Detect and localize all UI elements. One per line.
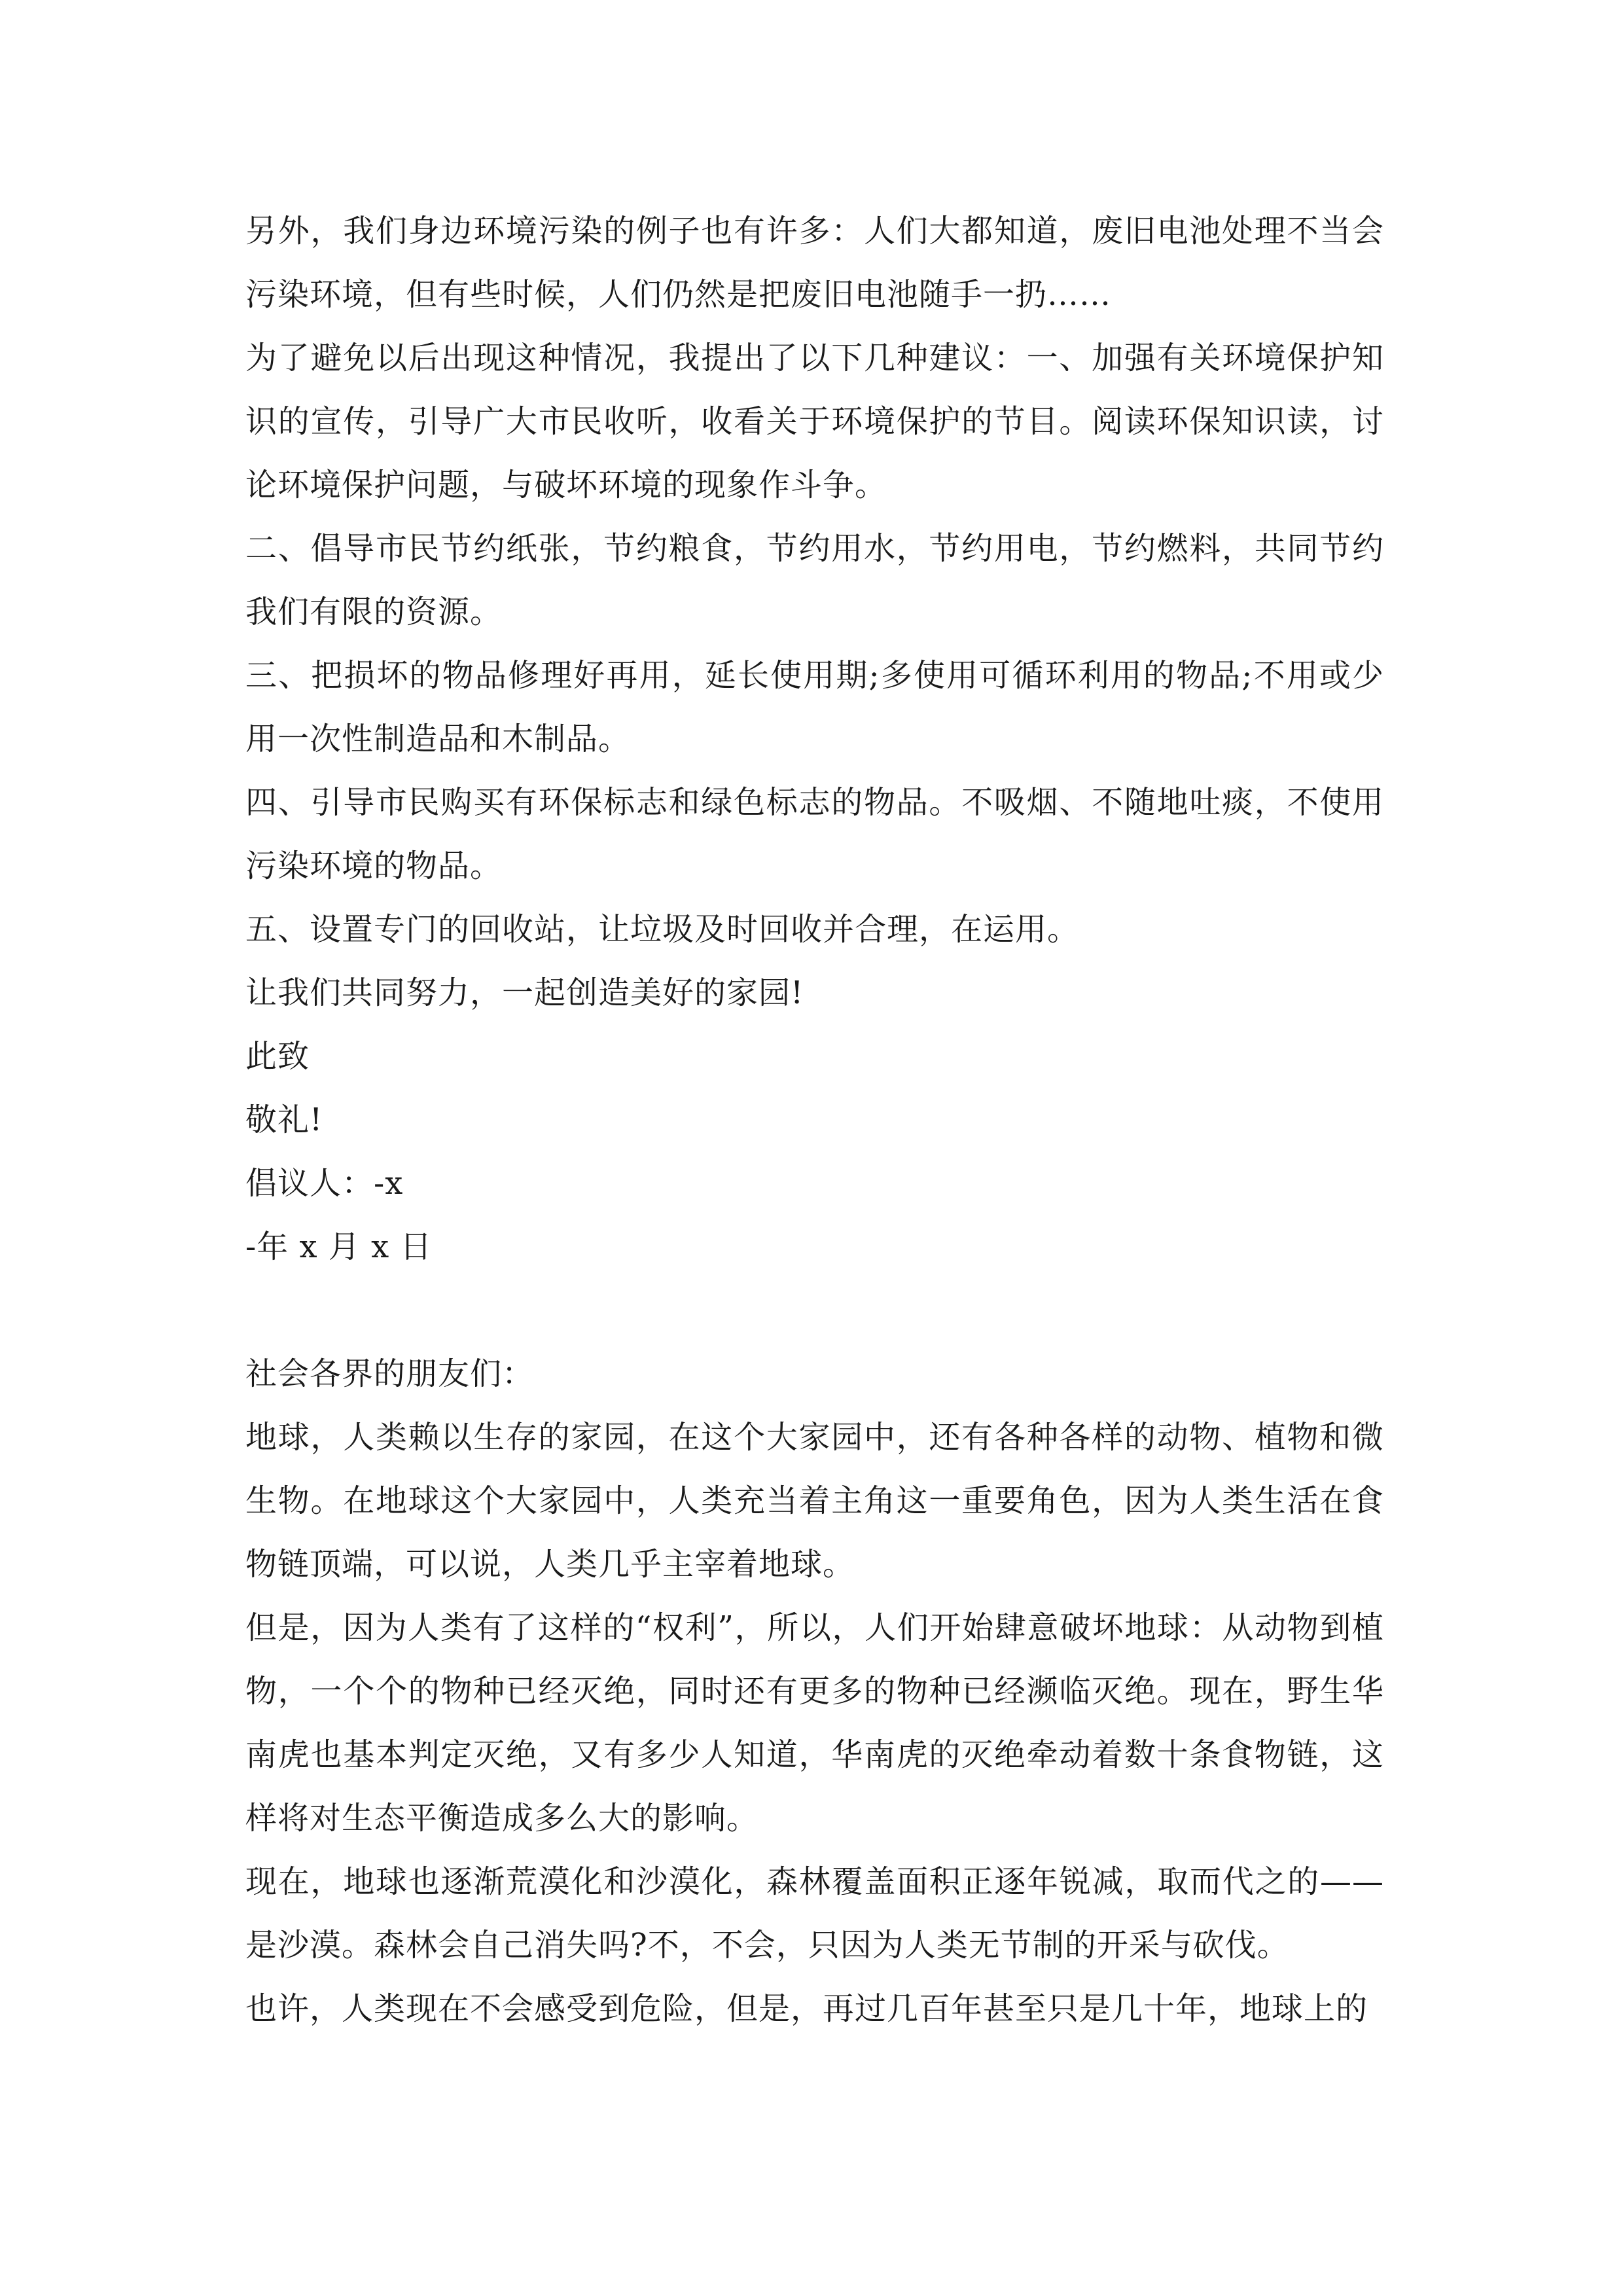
paragraph-earth-home: 地球，人类赖以生存的家园，在这个大家园中，还有各种各样的动物、植物和微生物。在地球这个大家园中，人类充当着主角这一重要角色，因为人类生活在食物链顶端，可以说，人类几乎主宰着地球。 xyxy=(245,1419,1384,1583)
paragraph-call-to-action: 让我们共同努力，一起创造美好的家园! xyxy=(245,975,804,1011)
paragraph-suggestion-2: 二、倡导市民节约纸张，节约粮食，节约用水，节约用电，节约燃料，共同节约我们有限的资源。 xyxy=(245,530,1384,630)
paragraph-suggestions-intro: 为了避免以后出现这种情况，我提出了以下几种建议：一、加强有关环境保护知识的宣传，引导广大市民收听，收看关于环境保护的节目。阅读环保知识读，讨论环境保护问题，与破坏环境的现象作斗争。 xyxy=(245,340,1384,503)
signer-line: 倡议人：-x xyxy=(245,1165,404,1202)
section-gap xyxy=(245,1279,1384,1342)
paragraph-desertification: 现在，地球也逐渐荒漠化和沙漠化，森林覆盖面积正逐年锐减，取而代之的——是沙漠。森林会自己消失吗?不，不会，只因为人类无节制的开采与砍伐。 xyxy=(245,1863,1384,1964)
paragraph-suggestion-4: 四、引导市民购买有环保标志和绿色标志的物品。不吸烟、不随地吐痰，不使用污染环境的物品。 xyxy=(245,784,1384,884)
paragraph-extinction: 但是，因为人类有了这样的“权利”，所以，人们开始肆意破坏地球：从动物到植物，一个个的物种已经灭绝，同时还有更多的物种已经濒临灭绝。现在，野生华南虎也基本判定灭绝，又有多少人知道，华南虎的灭绝牵动着数十条食物链，这样将对生态平衡造成多么大的影响。 xyxy=(245,1609,1384,1837)
date-line: -年 x 月 x 日 xyxy=(245,1229,433,1265)
closing-line: 此致 xyxy=(245,1038,310,1075)
salute-line: 敬礼! xyxy=(245,1102,323,1138)
document-body xyxy=(245,200,1384,2041)
paragraph-battery-pollution: 另外，我们身边环境污染的例子也有许多：人们大都知道，废旧电池处理不当会污染环境，但有些时候，人们仍然是把废旧电池随手一扔…… xyxy=(245,213,1384,313)
paragraph-suggestion-3: 三、把损坏的物品修理好再用，延长使用期;多使用可循环利用的物品;不用或少用一次性制造品和木制品。 xyxy=(245,657,1384,757)
paragraph-danger: 也许，人类现在不会感受到危险，但是，再过几百年甚至只是几十年，地球上的 xyxy=(245,1990,1368,2027)
paragraph-suggestion-5: 五、设置专门的回收站，让垃圾及时回收并合理，在运用。 xyxy=(245,911,1080,948)
greeting-line: 社会各界的朋友们： xyxy=(245,1355,535,1392)
